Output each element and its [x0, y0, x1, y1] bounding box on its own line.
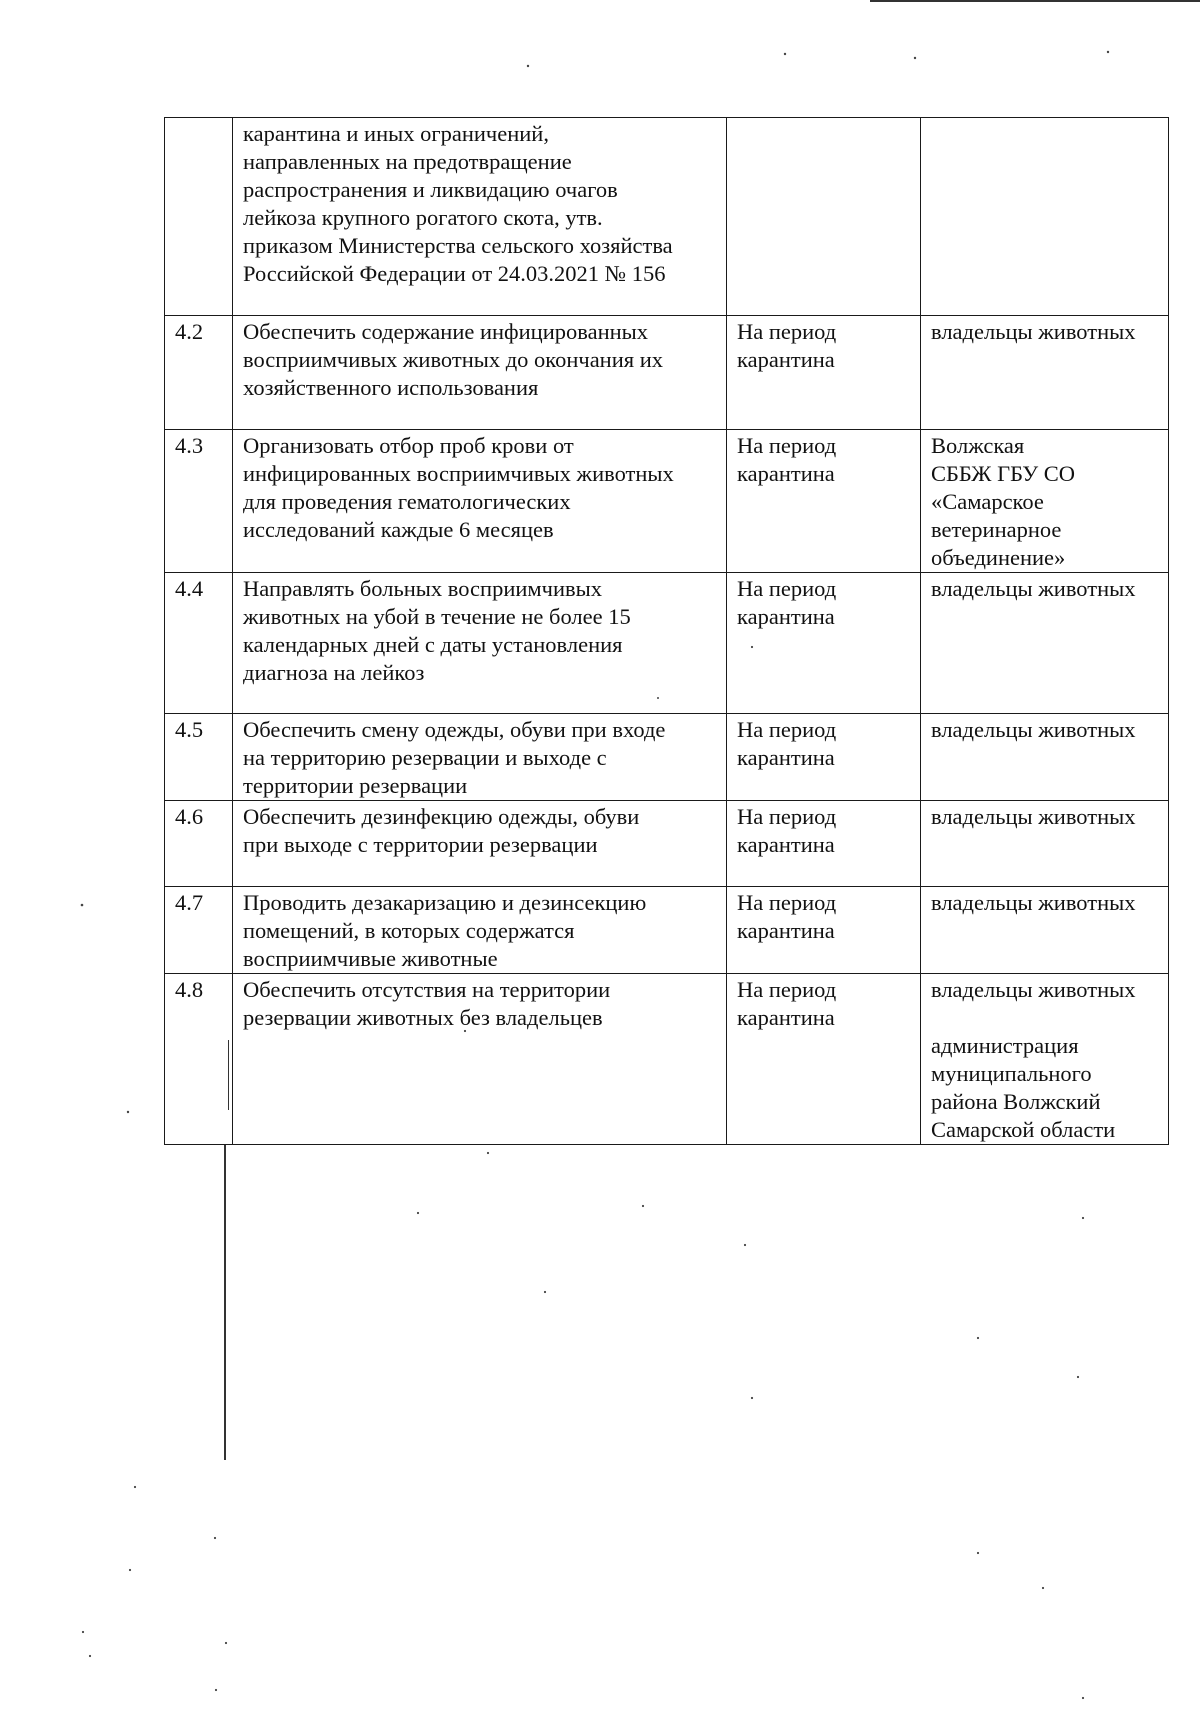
table-row	[165, 801, 1169, 887]
responsible-cell: владельцы животных	[921, 887, 1169, 974]
item-number: 4.5	[165, 714, 233, 801]
item-number: 4.4	[165, 573, 233, 714]
term-cell	[727, 118, 921, 316]
measure-text: Обеспечить дезинфекцию одежды, обуви при выходе с территории резервации	[233, 801, 727, 887]
item-number: 4.3	[165, 430, 233, 573]
responsible-cell: владельцы животных администрация муниципального района Волжский Самарской области	[921, 974, 1169, 1145]
item-number	[165, 118, 233, 316]
measure-text: Организовать отбор проб крови от инфицированных восприимчивых животных для проведения гематологических исследований каждые 6 месяцев	[233, 430, 727, 573]
term-cell: На период карантина	[727, 887, 921, 974]
responsible-cell	[921, 118, 1169, 316]
responsible-cell: владельцы животных	[921, 316, 1169, 430]
table-row	[165, 887, 1169, 974]
term-cell: На период карантина	[727, 801, 921, 887]
table-row	[165, 714, 1169, 801]
measure-text: карантина и иных ограничений, направленных на предотвращение распространения и ликвидацию очагов лейкоза крупного рогатого скота, утв. приказом Министерства сельского хозяйства Российской Федерации от 24.03.2021 № 156	[233, 118, 727, 316]
table-row	[165, 974, 1169, 1145]
measure-text: Обеспечить содержание инфицированных восприимчивых животных до окончания их хозяйственного использования	[233, 316, 727, 430]
measure-text: Проводить дезакаризацию и дезинсекцию помещений, в которых содержатся восприимчивые животные	[233, 887, 727, 974]
term-cell: На период карантина	[727, 573, 921, 714]
responsible-cell: владельцы животных	[921, 801, 1169, 887]
measure-text: Обеспечить отсутствия на территории резервации животных без владельцев	[233, 974, 727, 1145]
scan-artifact-line	[228, 1040, 229, 1110]
term-cell: На период карантина	[727, 714, 921, 801]
measures-table	[164, 117, 1169, 1145]
item-number: 4.8	[165, 974, 233, 1145]
term-cell: На период карантина	[727, 316, 921, 430]
table-row	[165, 573, 1169, 714]
responsible-cell: владельцы животных	[921, 714, 1169, 801]
scan-edge-line	[870, 0, 1200, 2]
term-cell: На период карантина	[727, 430, 921, 573]
table-row	[165, 316, 1169, 430]
item-number: 4.6	[165, 801, 233, 887]
table-row	[165, 118, 1169, 316]
responsible-cell: Волжская СББЖ ГБУ СО «Самарское ветеринарное объединение»	[921, 430, 1169, 573]
measure-text: Обеспечить смену одежды, обуви при входе на территорию резервации и выходе с территории резервации	[233, 714, 727, 801]
measure-text: Направлять больных восприимчивых животных на убой в течение не более 15 календарных дней с даты установления диагноза на лейкоз	[233, 573, 727, 714]
scan-artifact-line	[224, 1145, 226, 1460]
term-cell: На период карантина	[727, 974, 921, 1145]
responsible-cell: владельцы животных	[921, 573, 1169, 714]
table-row	[165, 430, 1169, 573]
item-number: 4.7	[165, 887, 233, 974]
item-number: 4.2	[165, 316, 233, 430]
